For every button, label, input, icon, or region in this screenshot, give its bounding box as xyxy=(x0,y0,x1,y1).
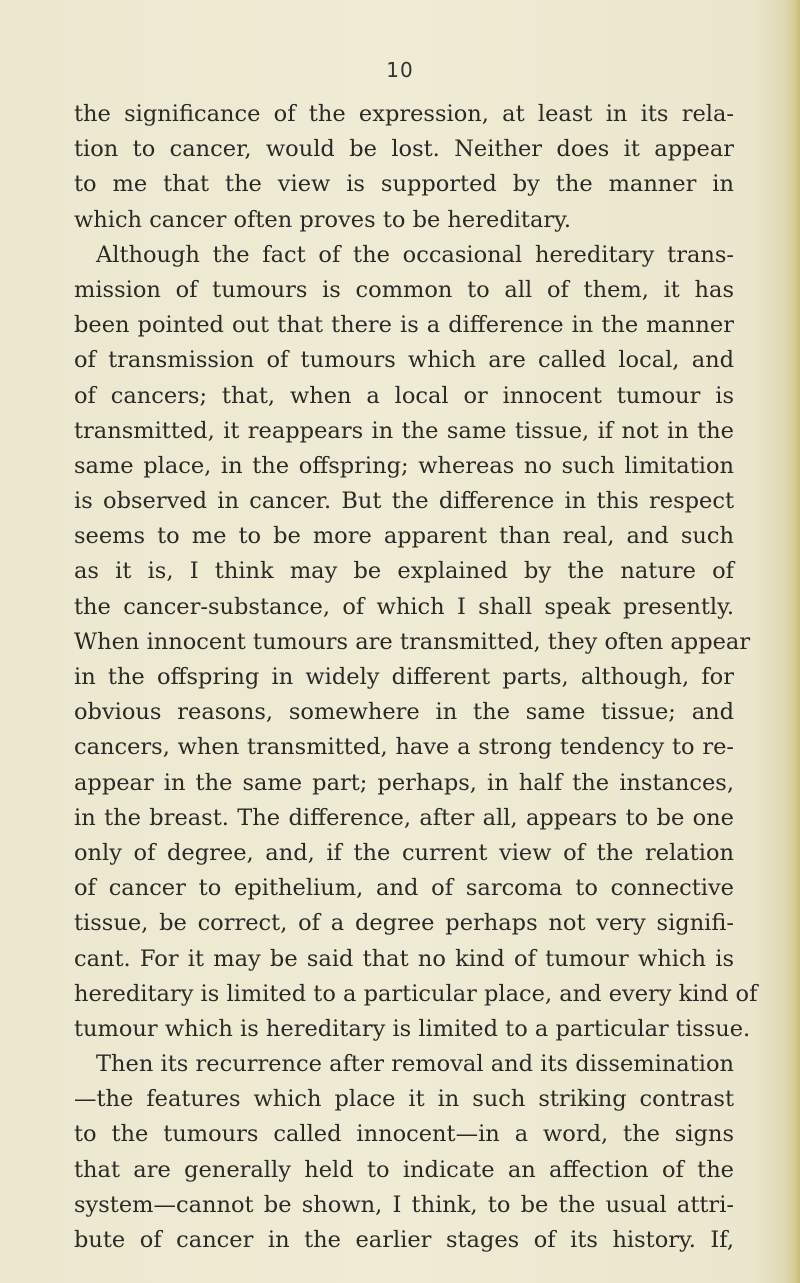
text-line: to the tumours called innocent—in a word, the signs xyxy=(74,1121,734,1148)
text-line: been pointed out that there is a difference in the manner xyxy=(74,312,734,339)
text-line: in the offspring in widely different parts, although, for xyxy=(74,664,734,690)
page-number: 10 xyxy=(386,58,414,82)
text-line: seems to me to be more apparent than real, and such xyxy=(74,523,734,550)
text-line: is observed in cancer. But the difference in this respect xyxy=(74,488,734,515)
text-line: of transmission of tumours which are called local, and xyxy=(74,347,734,374)
text-line: of cancer to epithelium, and of sarcoma to connective xyxy=(74,875,734,902)
text-line: to me that the view is supported by the manner in xyxy=(74,171,734,198)
text-line: bute of cancer in the earlier stages of its history. If, xyxy=(74,1227,734,1253)
text-line: mission of tumours is common to all of them, it has xyxy=(74,276,734,303)
text-line: —the features which place it in such striking contrast xyxy=(74,1086,734,1113)
text-line: tumour which is hereditary is limited to a particular tissue. xyxy=(74,1015,751,1042)
text-line: obvious reasons, somewhere in the same tissue; and xyxy=(74,699,734,726)
text-line: of cancers; that, when a local or innocent tumour is xyxy=(74,382,734,409)
text-line: Although the fact of the occasional hereditary trans- xyxy=(96,241,734,268)
text-line: hereditary is limited to a particular place, and every kind of xyxy=(74,980,758,1007)
text-line: tion to cancer, would be lost. Neither does it appear xyxy=(74,136,734,163)
text-line: same place, in the offspring; whereas no such limitation xyxy=(74,452,734,479)
text-line: transmitted, it reappears in the same tissue, if not in the xyxy=(74,417,734,444)
text-line: which cancer often proves to be hereditary. xyxy=(74,206,571,233)
text-line: that are generally held to indicate an affection of the xyxy=(74,1156,734,1183)
text-line: in the breast. The difference, after all, appears to be one xyxy=(74,804,734,831)
text-line: as it is, I think may be explained by the nature of xyxy=(74,558,734,585)
text-line: system—cannot be shown, I think, to be the usual attri- xyxy=(74,1191,734,1218)
page-edge xyxy=(786,0,800,1283)
text-line: When innocent tumours are transmitted, they often appear xyxy=(74,628,751,655)
text-line: the significance of the expression, at least in its rela- xyxy=(74,101,734,127)
text-line: Then its recurrence after removal and its dissemination xyxy=(96,1051,734,1078)
body-text xyxy=(74,97,758,1258)
text-line: tissue, be correct, of a degree perhaps not very signifi- xyxy=(74,910,734,937)
text-line: only of degree, and, if the current view of the relation xyxy=(74,839,734,866)
text-line: the cancer-substance, of which I shall speak presently. xyxy=(74,593,734,620)
text-line: cancers, when transmitted, have a strong tendency to re- xyxy=(74,734,734,761)
text-line: appear in the same part; perhaps, in half the instances, xyxy=(74,769,734,796)
text-line: cant. For it may be said that no kind of tumour which is xyxy=(74,945,734,972)
